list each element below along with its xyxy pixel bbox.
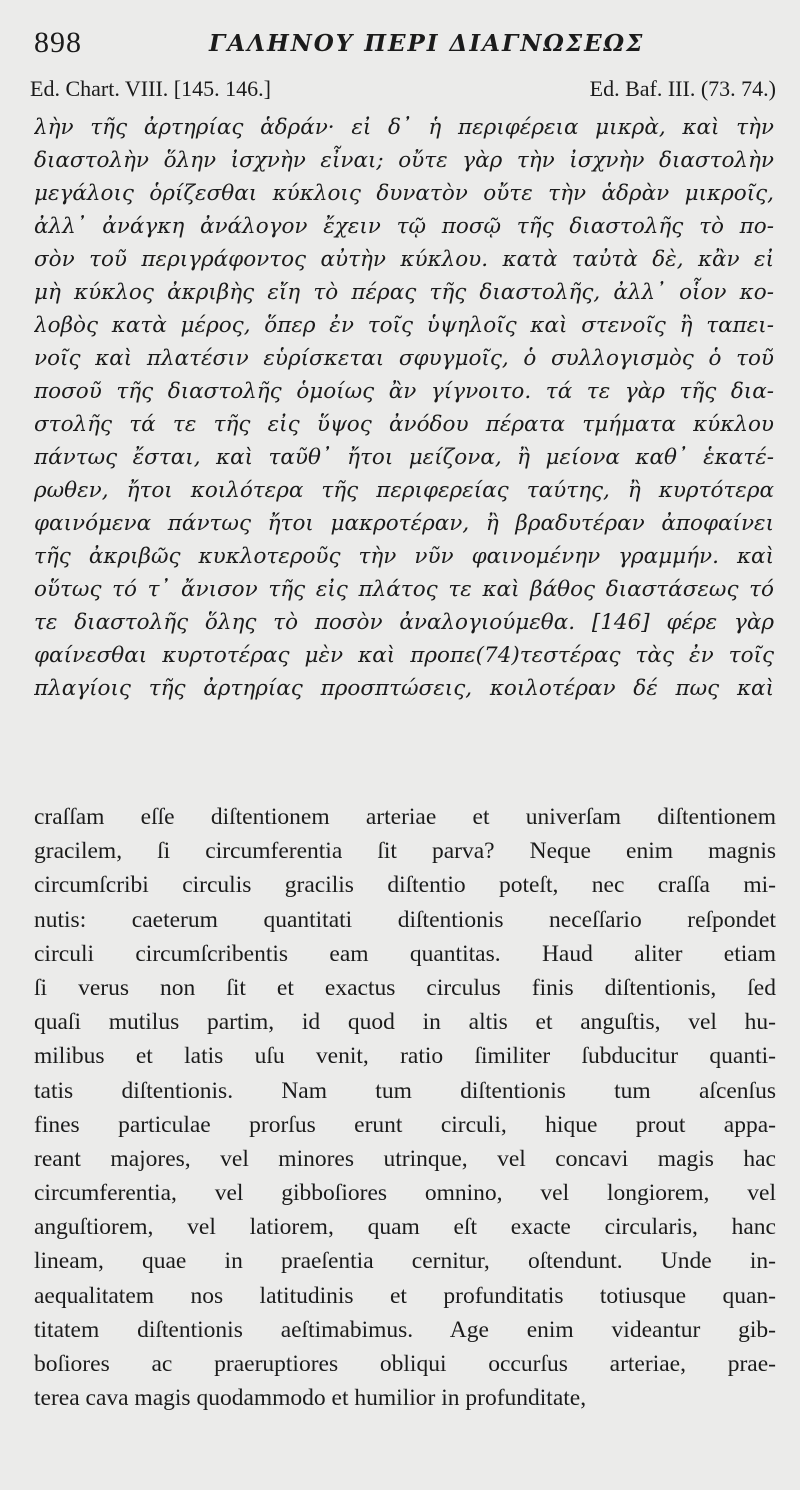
greek-line: μὴ κύκλος ἀκριβὴς εἴη τὸ πέρας τῆς διαστολῆς, ἀλλ᾽ οἷον κο- bbox=[34, 280, 774, 305]
latin-line: circumſcribi circulis gracilis diſtentio poteſt, nec craſſa mi- bbox=[34, 872, 776, 899]
edition-reference-line bbox=[30, 76, 776, 110]
greek-line: φαινόμενα πάντως ἤτοι μακροτέραν, ἢ βραδυτέραν ἀποφαίνει bbox=[34, 511, 774, 536]
latin-line: circumferentia, vel gibboſiores omnino, vel longiorem, vel bbox=[34, 1180, 776, 1207]
greek-line: διαστολὴν ὅλην ἰσχνὴν εἶναι; οὔτε γὰρ τὴν ἰσχνὴν διαστολὴν bbox=[34, 148, 774, 173]
latin-line: nutis: caeterum quantitati diſtentionis neceſſario reſpondet bbox=[34, 906, 776, 933]
latin-line: fines particulae prorſus erunt circuli, hique prout appa- bbox=[34, 1111, 776, 1138]
latin-line: tatis diſtentionis. Nam tum diſtentionis tum aſcenſus bbox=[34, 1077, 776, 1104]
latin-line: lineam, quae in praeſentia cernitur, oſtendunt. Unde in- bbox=[34, 1248, 776, 1275]
greek-line: τῆς ἀκριβῶς κυκλοτεροῦς τὴν νῦν φαινομένην γραμμήν. καὶ bbox=[34, 544, 774, 569]
latin-line: aequalitatem nos latitudinis et profunditatis totiusque quan- bbox=[34, 1282, 776, 1309]
running-title: ΓΑΛΗΝΟΥ ΠΕΡΙ ΔΙΑΓΝΩΣΕΩΣ bbox=[209, 30, 645, 57]
edition-chartier-reference: Ed. Chart. VIII. [145. 146.] bbox=[30, 76, 271, 101]
greek-line: πάντως ἔσται, καὶ ταῦθ᾽ ἤτοι μείζονα, ἢ μείονα καθ᾽ ἑκατέ- bbox=[34, 445, 774, 470]
greek-text-block bbox=[34, 111, 774, 705]
greek-line: ἀλλ᾽ ἀνάγκη ἀνάλογον ἔχειν τῷ ποσῷ τῆς διαστολῆς τὸ πο- bbox=[34, 214, 774, 239]
greek-line: ποσοῦ τῆς διαστολῆς ὁμοίως ἂν γίγνοιτο. τά τε γὰρ τῆς δια- bbox=[34, 379, 774, 404]
latin-line: gracilem, ſi circumferentia ſit parva? Neque enim magnis bbox=[34, 838, 776, 865]
latin-line: milibus et latis uſu venit, ratio ſimiliter ſubducitur quanti- bbox=[34, 1043, 776, 1070]
latin-line: quaſi mutilus partim, id quod in altis et anguſtis, vel hu- bbox=[34, 1009, 776, 1036]
greek-line: λοβὸς κατὰ μέρος, ὅπερ ἐν τοῖς ὑψηλοῖς καὶ στενοῖς ἢ ταπει- bbox=[34, 313, 774, 338]
greek-line: νοῖς καὶ πλατέσιν εὑρίσκεται σφυγμοῖς, ὁ συλλογισμὸς ὁ τοῦ bbox=[34, 346, 774, 371]
greek-line: μεγάλοις ὁρίζεσθαι κύκλοις δυνατὸν οὔτε τὴν ἁδρὰν μικροῖς, bbox=[34, 181, 774, 206]
greek-line: τε διαστολῆς ὅλης τὸ ποσὸν ἀναλογιούμεθα. [146] φέρε γὰρ bbox=[34, 610, 774, 635]
edition-basel-reference: Ed. Baf. III. (73. 74.) bbox=[589, 76, 776, 101]
greek-line: σὸν τοῦ περιγράφοντος αὐτὴν κύκλου. κατὰ ταὐτὰ δὲ, κἂν εἰ bbox=[34, 247, 774, 272]
greek-line: φαίνεσθαι κυρτοτέρας μὲν καὶ προπε(74)τεστέρας τὰς ἐν τοῖς bbox=[34, 643, 774, 668]
latin-line: ſi verus non ſit et exactus circulus finis diſtentionis, ſed bbox=[34, 974, 776, 1001]
page-number: 898 bbox=[34, 26, 82, 59]
latin-line: circuli circumſcribentis eam quantitas. Haud aliter etiam bbox=[34, 940, 776, 967]
greek-line: λὴν τῆς ἀρτηρίας ἁδράν· εἰ δ᾽ ἡ περιφέρεια μικρὰ, καὶ τὴν bbox=[34, 115, 774, 140]
latin-line: titatem diſtentionis aeſtimabimus. Age enim videantur gib- bbox=[34, 1316, 776, 1343]
latin-line: boſiores ac praeruptiores obliqui occurſus arteriae, prae- bbox=[34, 1351, 776, 1377]
greek-line: πλαγίοις τῆς ἀρτηρίας προσπτώσεις, κοιλοτέραν δέ πως καὶ bbox=[34, 676, 774, 701]
running-head bbox=[34, 26, 770, 70]
latin-line: reant majores, vel minores utrinque, vel concavi magis hac bbox=[34, 1145, 776, 1172]
latin-line: anguſtiorem, vel latiorem, quam eſt exacte circularis, hanc bbox=[34, 1214, 776, 1241]
greek-line: ρωθεν, ἤτοι κοιλότερα τῆς περιφερείας ταύτης, ἢ κυρτότερα bbox=[34, 478, 774, 503]
greek-line: στολῆς τά τε τῆς εἰς ὕψος ἀνόδου πέρατα τμήματα κύκλου bbox=[34, 412, 774, 437]
latin-text-block bbox=[34, 800, 776, 1415]
latin-line: craſſam eſſe diſtentionem arteriae et univerſam diſtentionem bbox=[34, 804, 776, 830]
latin-line: terea cava magis quodammodo et humilior in profunditate, bbox=[34, 1385, 587, 1412]
greek-line: οὕτως τό τ᾽ ἄνισον τῆς εἰς πλάτος τε καὶ βάθος διαστάσεως τό bbox=[34, 577, 774, 602]
